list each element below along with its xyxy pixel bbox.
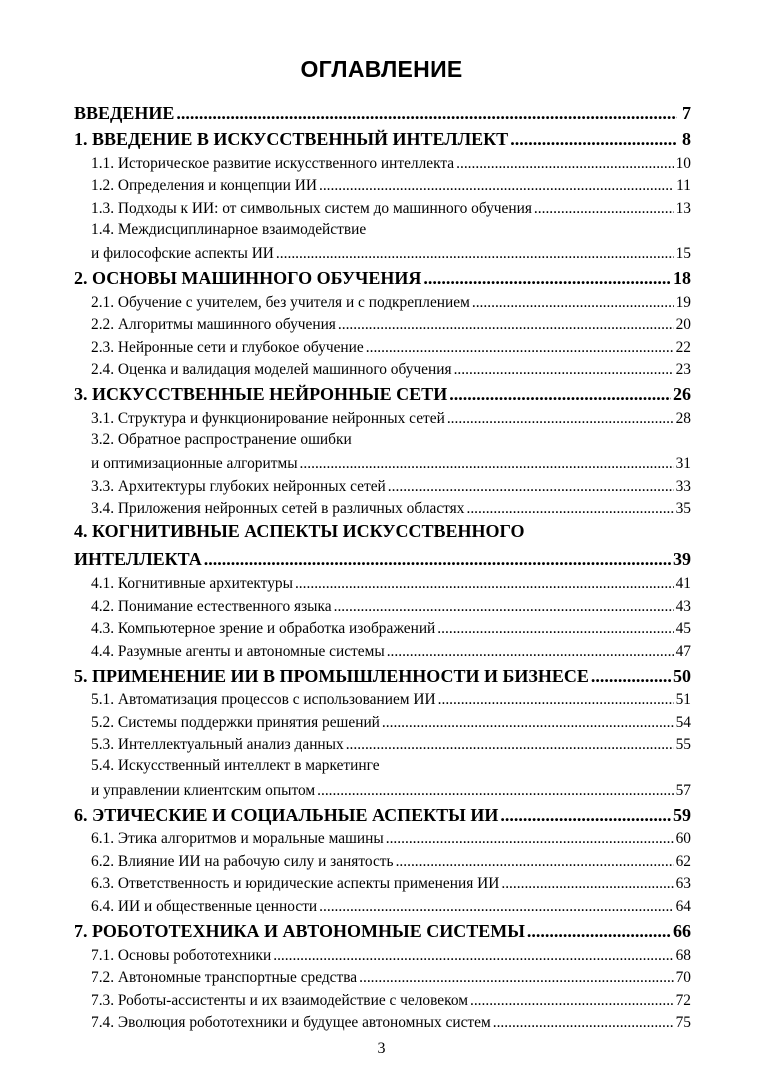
toc-entry-title: 7.3. Роботы-ассистенты и их взаимодействие с человеком	[91, 991, 468, 1009]
toc-dot-leader	[437, 618, 673, 639]
toc-dot-leader	[359, 967, 673, 988]
toc-section-entry	[74, 571, 691, 594]
toc-entry-title: 1.4. Междисциплинарное взаимодействие	[91, 220, 367, 238]
toc-dot-leader	[456, 153, 673, 174]
toc-entry-title: 1.2. Определения и концепции ИИ	[91, 177, 317, 195]
toc-entry-page: 11	[676, 177, 691, 195]
toc-section-entry	[74, 827, 691, 850]
toc-chapter-entry	[74, 917, 691, 943]
table-of-contents	[74, 99, 691, 1033]
toc-dot-leader	[273, 945, 673, 966]
toc-entry-page: 50	[673, 665, 691, 686]
toc-dot-leader	[472, 292, 674, 313]
toc-section-entry	[74, 849, 691, 872]
toc-section-entry	[74, 474, 691, 497]
toc-dot-leader	[449, 382, 671, 406]
toc-section-entry	[74, 988, 691, 1011]
toc-dot-leader	[510, 127, 677, 151]
toc-dot-leader	[319, 896, 673, 917]
toc-entry-title: 6. ЭТИЧЕСКИЕ И СОЦИАЛЬНЫЕ АСПЕКТЫ ИИ	[74, 804, 499, 825]
toc-chapter-entry	[74, 662, 691, 688]
toc-entry-page: 75	[675, 1014, 691, 1032]
toc-section-entry	[74, 358, 691, 381]
toc-dot-leader	[295, 573, 674, 594]
toc-entry-page: 18	[673, 267, 691, 288]
toc-entry-title: 6.4. ИИ и общественные ценности	[91, 898, 318, 916]
toc-entry-page: 55	[675, 736, 691, 754]
toc-section-entry	[74, 778, 691, 801]
toc-entry-title: 3. ИСКУССТВЕННЫЕ НЕЙРОННЫЕ СЕТИ	[74, 384, 448, 405]
toc-entry-title: 2.3. Нейронные сети и глубокое обучение	[91, 338, 364, 356]
toc-entry-page: 70	[675, 969, 691, 987]
toc-dot-leader	[176, 101, 677, 125]
toc-dot-leader	[387, 641, 674, 662]
toc-entry-title: 6.3. Ответственность и юридические аспекты применения ИИ	[91, 875, 500, 893]
toc-dot-leader	[388, 476, 674, 497]
toc-dot-leader	[366, 337, 674, 358]
toc-dot-leader	[386, 828, 674, 849]
toc-entry-page: 28	[675, 409, 691, 427]
toc-section-entry	[74, 966, 691, 989]
toc-section-entry	[74, 639, 691, 662]
toc-entry-page: 41	[675, 574, 691, 592]
toc-entry-title: 5.1. Автоматизация процессов с использованием ИИ	[91, 691, 436, 709]
toc-dot-leader	[338, 314, 674, 335]
toc-dot-leader	[534, 198, 674, 219]
toc-entry-title: 3.1. Структура и функционирование нейронных сетей	[91, 409, 445, 427]
toc-entry-page: 15	[675, 244, 691, 262]
toc-entry-page: 22	[675, 338, 691, 356]
toc-entry-page: 33	[675, 477, 691, 495]
toc-entry-page: 39	[673, 549, 691, 570]
toc-chapter-entry	[74, 125, 691, 151]
toc-section-entry	[74, 452, 691, 475]
toc-entry-title: ИНТЕЛЛЕКТА	[74, 549, 202, 570]
toc-section-entry	[74, 617, 691, 640]
toc-dot-leader	[317, 780, 673, 801]
toc-chapter-entry	[74, 519, 691, 545]
toc-entry-title: 1.3. Подходы к ИИ: от символьных систем до машинного обучения	[91, 199, 532, 217]
toc-dot-leader	[300, 453, 674, 474]
toc-dot-leader	[438, 689, 674, 710]
toc-entry-title: 7.2. Автономные транспортные средства	[91, 969, 358, 987]
toc-entry-page: 23	[675, 361, 691, 379]
toc-entry-page: 43	[675, 597, 691, 615]
toc-section-entry	[74, 710, 691, 733]
toc-entry-title: 2.1. Обучение с учителем, без учителя и с подкреплением	[91, 293, 470, 311]
toc-entry-title: 2. ОСНОВЫ МАШИННОГО ОБУЧЕНИЯ	[74, 267, 422, 288]
toc-entry-page: 47	[675, 642, 691, 660]
toc-section-entry	[74, 594, 691, 617]
toc-entry-page: 10	[675, 154, 691, 172]
toc-section-entry	[74, 429, 691, 452]
toc-section-entry	[74, 290, 691, 313]
toc-entry-title: 6.1. Этика алгоритмов и моральные машины	[91, 830, 384, 848]
toc-entry-title: 1. ВВЕДЕНИЕ В ИСКУССТВЕННЫЙ ИНТЕЛЛЕКТ	[74, 129, 509, 149]
toc-entry-title: и оптимизационные алгоритмы	[91, 455, 298, 473]
toc-entry-title: 7. РОБОТОТЕХНИКА И АВТОНОМНЫЕ СИСТЕМЫ	[74, 921, 525, 942]
toc-dot-leader	[501, 873, 673, 894]
toc-entry-page: 35	[675, 500, 691, 518]
toc-section-entry	[74, 497, 691, 520]
toc-entry-title: 4. КОГНИТИВНЫЕ АСПЕКТЫ ИСКУССТВЕННОГО	[74, 521, 525, 542]
toc-chapter-entry	[74, 545, 691, 571]
toc-entry-page: 31	[675, 455, 691, 473]
toc-entry-title: 4.4. Разумные агенты и автономные системы	[91, 642, 385, 660]
toc-entry-title: 5.2. Системы поддержки принятия решений	[91, 713, 380, 731]
toc-dot-leader	[527, 919, 671, 943]
toc-section-entry	[74, 219, 691, 242]
toc-entry-page: 19	[675, 293, 691, 311]
toc-entry-page: 26	[673, 384, 691, 405]
toc-dot-leader	[591, 664, 671, 688]
toc-section-entry	[74, 406, 691, 429]
toc-section-entry	[74, 943, 691, 966]
toc-dot-leader	[396, 851, 674, 872]
toc-chapter-entry	[74, 801, 691, 827]
toc-entry-page: 63	[675, 875, 691, 893]
toc-entry-title: 5. ПРИМЕНЕНИЕ ИИ В ПРОМЫШЛЕННОСТИ И БИЗНЕСЕ	[74, 665, 589, 686]
toc-section-entry	[74, 755, 691, 778]
toc-entry-title: 4.1. Когнитивные архитектуры	[91, 574, 293, 592]
toc-entry-page: 64	[675, 898, 691, 916]
toc-dot-leader	[346, 734, 674, 755]
toc-section-entry	[74, 151, 691, 174]
toc-section-entry	[74, 872, 691, 895]
toc-entry-page: 45	[675, 620, 691, 638]
page-title: ОГЛАВЛЕНИЕ	[300, 56, 463, 82]
toc-entry-page: 20	[675, 316, 691, 334]
toc-section-entry	[74, 688, 691, 711]
toc-dot-leader	[466, 498, 673, 519]
toc-entry-title: 6.2. Влияние ИИ на рабочую силу и занятость	[91, 852, 394, 870]
toc-section-entry	[74, 196, 691, 219]
toc-chapter-entry	[74, 99, 691, 125]
toc-section-entry	[74, 313, 691, 336]
toc-entry-title: 5.4. Искусственный интеллект в маркетинге	[91, 757, 380, 775]
page-number: 3	[377, 1040, 386, 1057]
toc-entry-title: и философские аспекты ИИ	[91, 244, 274, 262]
toc-entry-title: 2.2. Алгоритмы машинного обучения	[91, 316, 336, 334]
toc-dot-leader	[334, 596, 674, 617]
toc-section-entry	[74, 174, 691, 197]
toc-entry-page: 66	[673, 921, 691, 942]
toc-dot-leader	[470, 990, 674, 1011]
toc-dot-leader	[493, 1012, 674, 1033]
toc-chapter-entry	[74, 380, 691, 406]
toc-entry-page: 51	[675, 691, 691, 709]
toc-entry-page: 57	[675, 781, 691, 799]
toc-chapter-entry	[74, 264, 691, 290]
toc-entry-page: 60	[675, 830, 691, 848]
toc-section-entry	[74, 335, 691, 358]
toc-entry-page: 13	[675, 199, 691, 217]
toc-entry-title: 3.2. Обратное распространение ошибки	[91, 430, 352, 448]
toc-entry-title: 1.1. Историческое развитие искусственного интеллекта	[91, 154, 455, 172]
toc-dot-leader	[276, 243, 674, 264]
toc-dot-leader	[454, 359, 674, 380]
toc-entry-title: и управлении клиентским опытом	[91, 781, 316, 799]
toc-dot-leader	[204, 547, 671, 571]
toc-entry-page: 7	[682, 103, 691, 123]
toc-section-entry	[74, 894, 691, 917]
toc-section-entry	[74, 733, 691, 756]
toc-entry-page: 68	[675, 946, 691, 964]
toc-dot-leader	[447, 408, 674, 429]
toc-entry-page: 54	[675, 713, 691, 731]
toc-entry-page: 72	[675, 991, 691, 1009]
toc-entry-title: 3.3. Архитектуры глубоких нейронных сетей	[91, 477, 386, 495]
toc-entry-title: 3.4. Приложения нейронных сетей в различных областях	[91, 500, 465, 518]
toc-entry-title: 7.1. Основы робототехники	[91, 946, 272, 964]
toc-entry-page: 8	[682, 129, 691, 149]
toc-entry-title: 7.4. Эволюция робототехники и будущее автономных систем	[91, 1014, 491, 1032]
toc-section-entry	[74, 1011, 691, 1034]
toc-dot-leader	[423, 266, 671, 290]
toc-entry-title: 2.4. Оценка и валидация моделей машинного обучения	[91, 361, 452, 379]
toc-entry-title: 4.3. Компьютерное зрение и обработка изображений	[91, 620, 436, 638]
toc-entry-title: ВВЕДЕНИЕ	[74, 103, 175, 123]
toc-entry-page: 62	[675, 852, 691, 870]
toc-dot-leader	[382, 712, 674, 733]
toc-entry-title: 4.2. Понимание естественного языка	[91, 597, 332, 615]
toc-entry-title: 5.3. Интеллектуальный анализ данных	[91, 736, 344, 754]
toc-entry-page: 59	[673, 804, 691, 825]
toc-dot-leader	[500, 803, 671, 827]
toc-dot-leader	[319, 175, 674, 196]
toc-section-entry	[74, 241, 691, 264]
